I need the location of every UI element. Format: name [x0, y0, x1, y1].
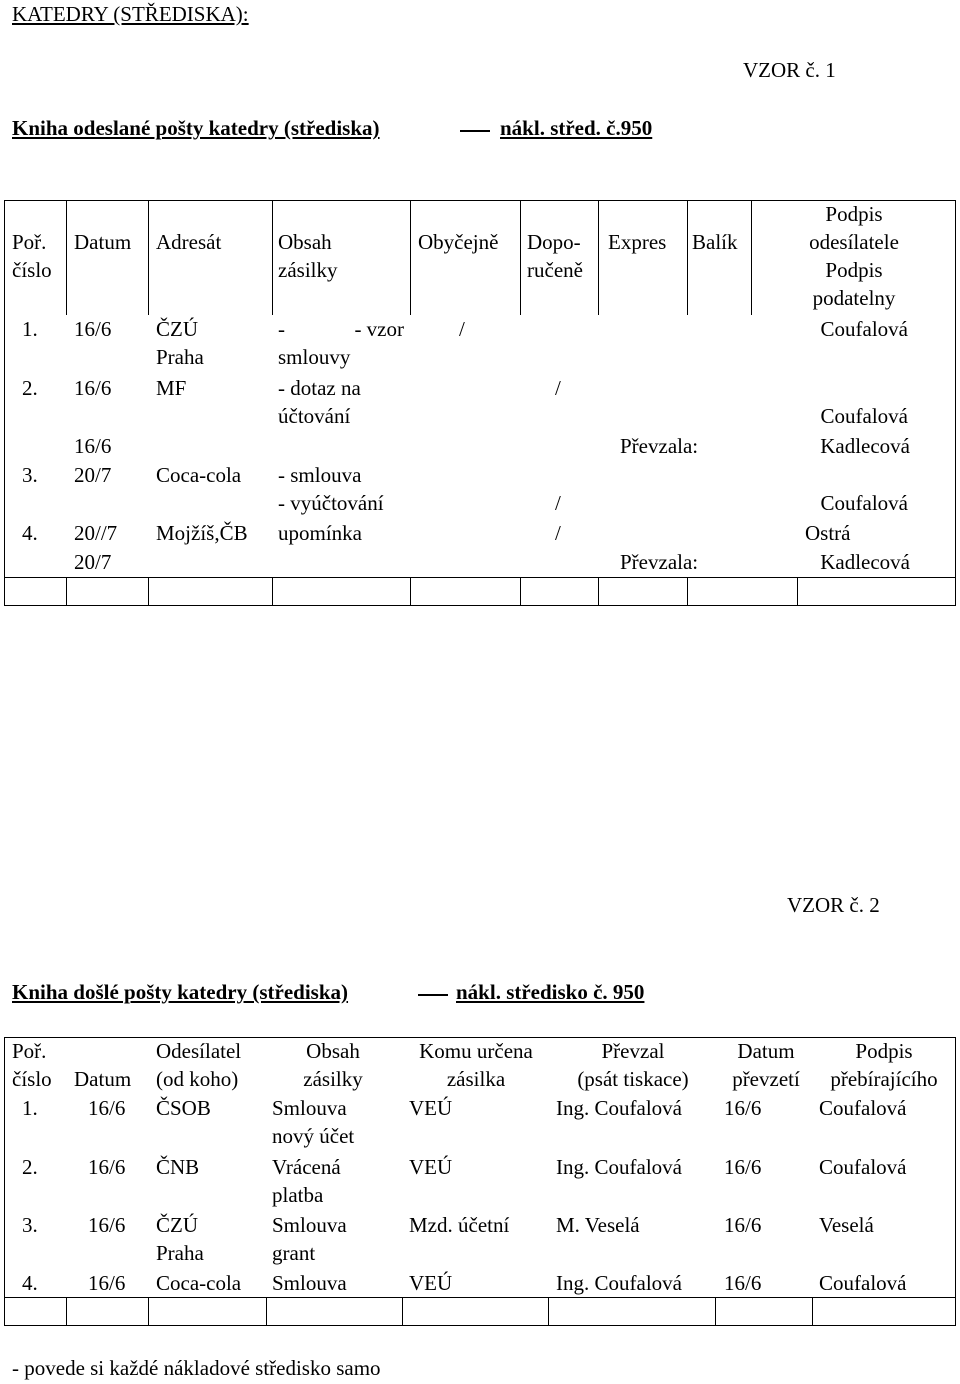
row-doporucene-mark: /	[555, 521, 561, 545]
sample1-cost-center: nákl. střed. č.950	[500, 116, 653, 140]
sample1-title: Kniha odeslané pošty katedry (střediska)	[12, 116, 380, 140]
row-number: 3.	[22, 1213, 38, 1237]
row-recipient: VEÚ	[409, 1096, 453, 1120]
col-header-balik: Balík	[692, 230, 738, 254]
table1-border	[797, 577, 798, 606]
row-addressee: Coca-cola	[156, 463, 242, 487]
col-header-obsah: Obsah zásilky	[303, 1039, 363, 1091]
footnote: - povede si každé nákladové středisko samo	[12, 1356, 381, 1380]
col-header-expres: Expres	[608, 230, 667, 254]
row-signature: Coufalová	[820, 317, 908, 341]
row-date: 16/6	[88, 1155, 126, 1179]
table1-border	[4, 577, 956, 578]
col-header-datum: Datum	[74, 1067, 132, 1091]
table1-border	[751, 200, 752, 315]
row-received-date: 16/6	[724, 1213, 762, 1237]
row-number: 3.	[22, 463, 38, 487]
table1-border	[148, 577, 149, 606]
row-number: 2.	[22, 1155, 38, 1179]
row-doporucene-mark: /	[555, 491, 561, 515]
row-number: 2.	[22, 376, 38, 400]
table1-border	[687, 200, 688, 315]
table2-border	[548, 1297, 549, 1326]
row-content: Smlouva grant	[272, 1213, 347, 1265]
table2-border	[715, 1297, 716, 1326]
row-sender: ČNB	[156, 1155, 200, 1179]
table2-border	[4, 1325, 956, 1326]
row-content: - smlouva - vyúčtování	[278, 463, 384, 515]
table1-border	[955, 200, 956, 606]
row-received-date: 16/6	[724, 1096, 762, 1120]
row-signature: Kadlecová	[820, 434, 910, 458]
row-recipient: Mzd. účetní	[409, 1213, 510, 1237]
row-date: 16/6	[74, 317, 112, 341]
table1-border	[148, 200, 149, 315]
row-received-by: Ing. Coufalová	[556, 1271, 682, 1295]
table2-border	[66, 1297, 67, 1326]
row-number: 4.	[22, 1271, 38, 1295]
row-received-date: 16/6	[724, 1271, 762, 1295]
row-sender: ČZÚ Praha	[156, 1213, 204, 1265]
sample1-label: VZOR č. 1	[743, 58, 836, 82]
col-header-adresat: Adresát	[156, 230, 222, 254]
table1-border	[598, 200, 599, 315]
title-dash	[418, 994, 448, 996]
row-addressee: ČZÚ Praha	[156, 317, 204, 369]
row-recipient: VEÚ	[409, 1155, 453, 1179]
row-signature: Veselá	[819, 1213, 874, 1237]
table1-border	[272, 577, 273, 606]
row-signature: Kadlecová	[820, 550, 910, 574]
row-signature: Coufalová	[820, 404, 908, 428]
row-date: 20/7	[74, 550, 112, 574]
table2-border	[266, 1297, 267, 1326]
table1-border	[66, 200, 67, 315]
table1-border	[410, 577, 411, 606]
title-dash	[460, 130, 490, 132]
col-header-podpis: Podpis přebírajícího	[830, 1039, 938, 1091]
row-content: - dotaz na účtování	[278, 376, 361, 428]
row-recipient: VEÚ	[409, 1271, 453, 1295]
table1-border	[4, 200, 5, 606]
col-header-datum: Datum	[74, 230, 132, 254]
sample2-label: VZOR č. 2	[787, 893, 880, 917]
table2-border	[4, 1037, 5, 1326]
table2-border	[402, 1297, 403, 1326]
row-note: Převzala:	[620, 434, 699, 458]
table1-border	[520, 200, 521, 315]
row-doporucene-mark: /	[555, 376, 561, 400]
col-header-por: Poř. číslo	[12, 230, 52, 282]
row-content: upomínka	[278, 521, 362, 545]
col-header-doporucene: Dopo- ručeně	[527, 230, 583, 282]
col-header-obsah: Obsah zásilky	[278, 230, 338, 282]
row-content: - - vzor smlouvy	[278, 317, 404, 369]
row-content: Vrácená platba	[272, 1155, 341, 1207]
table2-border	[4, 1297, 956, 1298]
row-received-by: Ing. Coufalová	[556, 1096, 682, 1120]
row-date: 16/6	[88, 1096, 126, 1120]
row-addressee: Mojžíš,ČB	[156, 521, 248, 545]
sample2-title: Kniha došlé pošty katedry (střediska)	[12, 980, 349, 1004]
col-header-prevzal: Převzal (psát tiskace)	[577, 1039, 689, 1091]
row-content: Smlouva	[272, 1271, 347, 1295]
row-number: 1.	[22, 1096, 38, 1120]
table2-border	[955, 1037, 956, 1326]
row-signature: Coufalová	[819, 1096, 907, 1120]
row-signature: Coufalová	[819, 1271, 907, 1295]
table1-border	[66, 577, 67, 606]
col-header-obycejne: Obyčejně	[418, 230, 499, 254]
table1-border	[598, 577, 599, 606]
col-header-odesilatel: Odesílatel (od koho)	[156, 1039, 242, 1091]
row-signature: Ostrá	[805, 521, 851, 545]
row-number: 4.	[22, 521, 38, 545]
table1-border	[410, 200, 411, 315]
row-date: 16/6	[88, 1271, 126, 1295]
col-header-datum-prevzeti: Datum převzetí	[732, 1039, 800, 1091]
row-date: 16/6	[74, 376, 112, 400]
table1-border	[4, 605, 956, 606]
row-date: 20/7	[74, 463, 112, 487]
table2-border	[812, 1297, 813, 1326]
col-header-komu: Komu určena zásilka	[419, 1039, 533, 1091]
row-date: 16/6	[88, 1213, 126, 1237]
page-heading: KATEDRY (STŘEDISKA):	[12, 2, 249, 26]
table1-border	[272, 200, 273, 315]
row-signature: Coufalová	[820, 491, 908, 515]
table1-border	[687, 577, 688, 606]
row-sender: ČSOB	[156, 1096, 211, 1120]
row-note: Převzala:	[620, 550, 699, 574]
row-date: 16/6	[74, 434, 112, 458]
row-received-by: M. Veselá	[556, 1213, 640, 1237]
row-received-date: 16/6	[724, 1155, 762, 1179]
table2-border	[148, 1297, 149, 1326]
row-date: 20//7	[74, 521, 118, 545]
table1-border	[520, 577, 521, 606]
row-signature: Coufalová	[819, 1155, 907, 1179]
row-received-by: Ing. Coufalová	[556, 1155, 682, 1179]
row-sender: Coca-cola	[156, 1271, 242, 1295]
row-addressee: MF	[156, 376, 187, 400]
row-number: 1.	[22, 317, 38, 341]
row-obycejne-mark: /	[459, 317, 465, 341]
col-header-podpis: Podpis odesílatele Podpis podatelny	[809, 202, 899, 310]
row-content: Smlouva nový účet	[272, 1096, 355, 1148]
sample2-cost-center: nákl. středisko č. 950	[456, 980, 645, 1004]
col-header-por: Poř. číslo	[12, 1039, 52, 1091]
